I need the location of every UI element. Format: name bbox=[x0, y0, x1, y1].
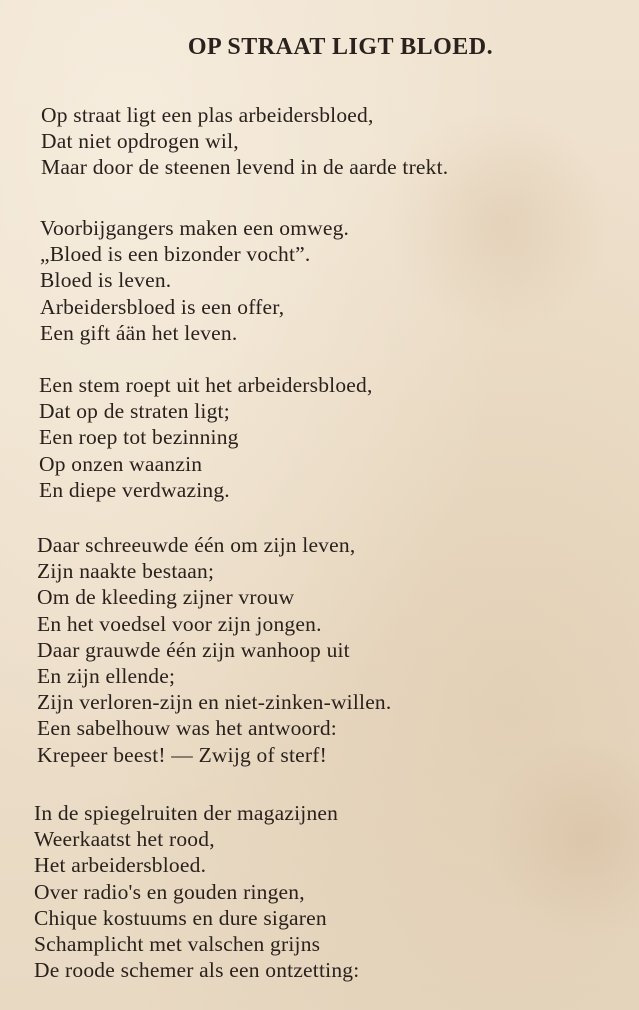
poem-line: Schamplicht met valschen grijns bbox=[34, 932, 321, 957]
stanza-1 bbox=[41, 102, 621, 181]
poem-line: Maar door de steenen levend in de aarde trekt. bbox=[41, 155, 449, 180]
poem-line: Over radio's en gouden ringen, bbox=[34, 879, 305, 904]
poem-line: Chique kostuums en dure sigaren bbox=[34, 905, 327, 930]
poem-line: En zijn ellende; bbox=[37, 664, 176, 689]
poem-line: Daar schreeuwde één om zijn leven, bbox=[37, 533, 356, 557]
poem-line: In de spiegelruiten der magazijnen bbox=[34, 801, 339, 825]
poem-line: Arbeidersbloed is een offer, bbox=[40, 294, 285, 319]
poem-line: Weerkaatst het rood, bbox=[34, 827, 215, 852]
stanza-4 bbox=[37, 532, 617, 768]
poem-line: „Bloed is een bizonder vocht”. bbox=[40, 242, 311, 267]
poem-line: Dat op de straten ligt; bbox=[39, 399, 230, 424]
stanza-2 bbox=[40, 215, 620, 346]
poem-line: Om de kleeding zijner vrouw bbox=[37, 585, 295, 610]
poem-line: Een stem roept uit het arbeidersbloed, bbox=[39, 373, 373, 397]
poem-line: Zijn verloren-zijn en niet-zinken-willen. bbox=[37, 690, 392, 715]
poem-title: OP STRAAT LIGT BLOED. bbox=[187, 34, 494, 60]
poem-line: En diepe verdwazing. bbox=[39, 477, 230, 502]
poem-line: Krepeer beest! — Zwijg of sterf! bbox=[37, 742, 327, 767]
poem-line: Daar grauwde één zijn wanhoop uit bbox=[37, 637, 350, 662]
poem-line: Het arbeidersbloed. bbox=[34, 853, 207, 878]
poem-line: Een gift áän het leven. bbox=[40, 320, 238, 345]
poem-line: Bloed is leven. bbox=[40, 268, 172, 293]
poem-line: Dat niet opdrogen wil, bbox=[41, 129, 239, 154]
poem-line: Zijn naakte bestaan; bbox=[37, 559, 215, 584]
poem-line: Op straat ligt een plas arbeidersbloed, bbox=[41, 103, 374, 127]
stanza-5 bbox=[34, 800, 614, 983]
poem-line: Voorbijgangers maken een omweg. bbox=[40, 216, 350, 240]
poem-line: Op onzen waanzin bbox=[39, 451, 203, 476]
poem-line: En het voedsel voor zijn jongen. bbox=[37, 611, 322, 636]
stanza-3 bbox=[39, 372, 619, 503]
poem-line: De roode schemer als een ontzetting: bbox=[34, 958, 360, 983]
poem-line: Een sabelhouw was het antwoord: bbox=[37, 716, 337, 741]
poem-line: Een roep tot bezinning bbox=[39, 425, 239, 450]
